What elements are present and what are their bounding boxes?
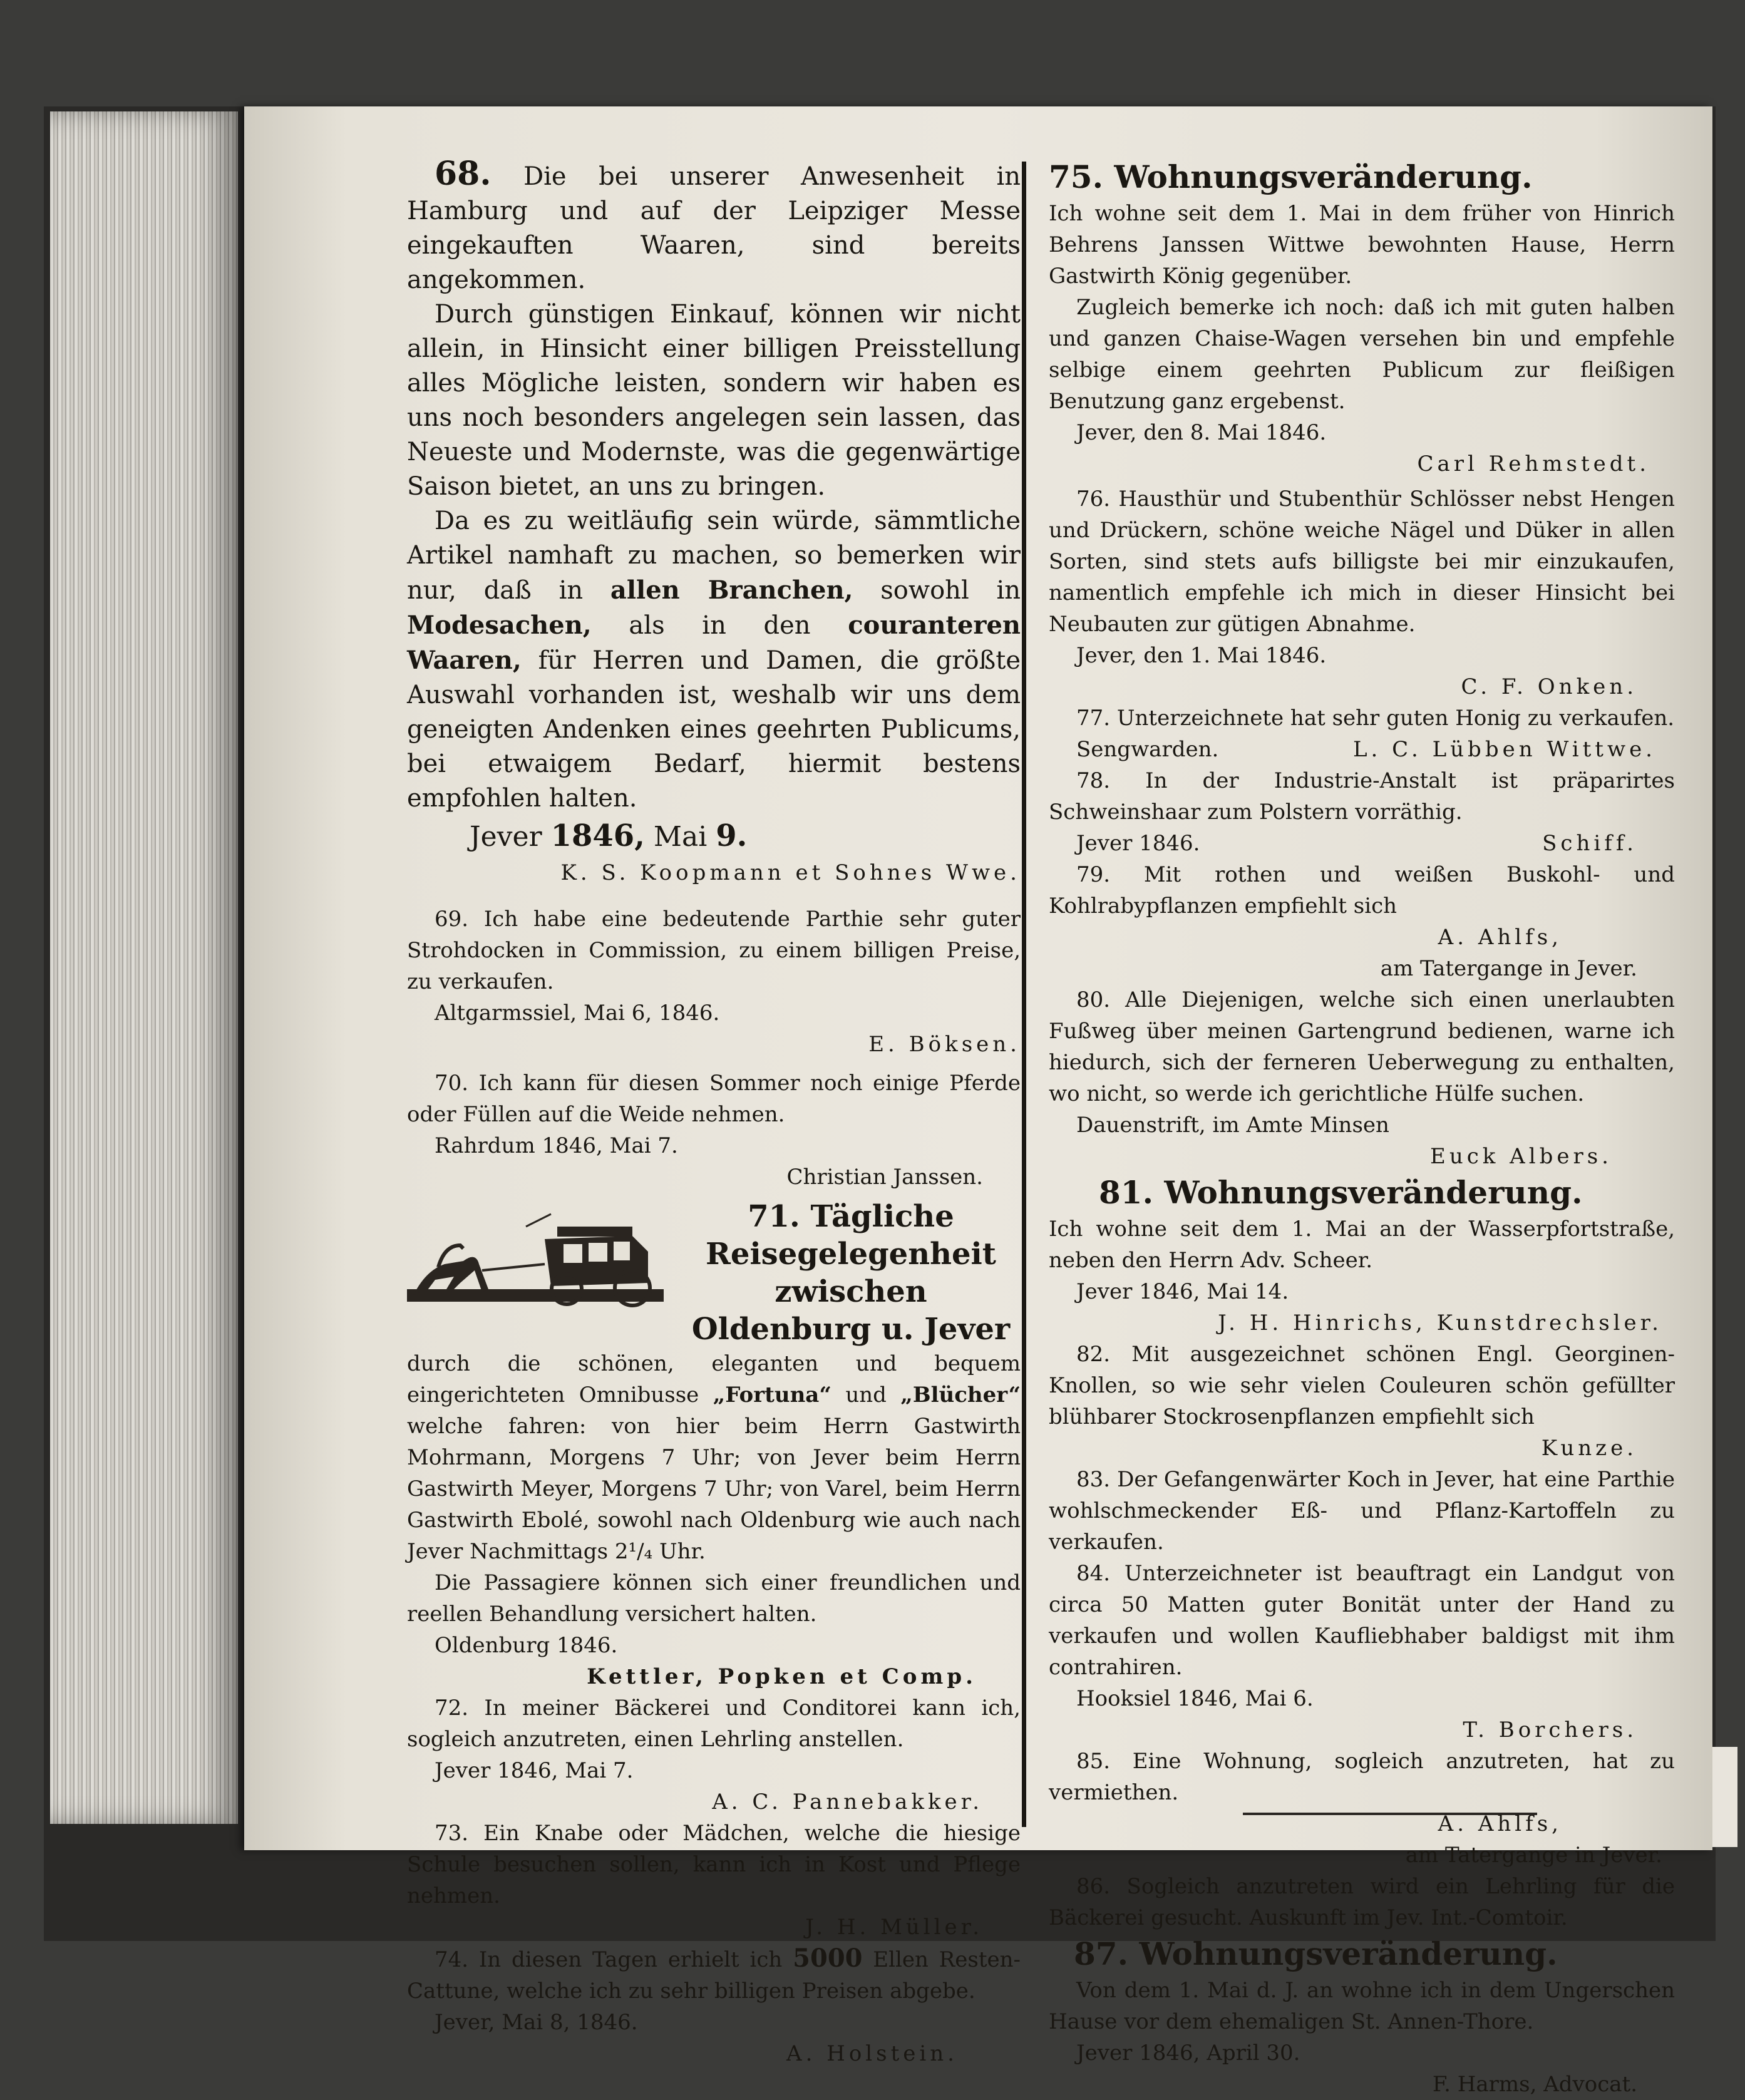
signature: E. Böksen. [868, 1032, 1021, 1057]
stagecoach-woodcut-icon [401, 1202, 670, 1314]
advert-69 [407, 903, 1021, 1060]
signature: J. H. Hinrichs, Kunstdrechsler. [1218, 1310, 1662, 1336]
signature: L. C. Lübben Wittwe. [1352, 737, 1656, 762]
bold-phrase: couranteren Waaren, [407, 610, 1021, 675]
advert-text: 76. Hausthür und Stubenthür Schlösser nebst Hengen und Drückern, schöne weiche Nägel und Düker in allen Sorten, sind stets aufs billigste bei mir einzukaufen, namentlich empfehle ich mich in dieser Hinsicht bei Neubauten zur gütigen Abnahme. [1049, 486, 1675, 637]
quantity: 5000 [793, 1943, 863, 1973]
advert-place: Sengwarden. [1076, 737, 1219, 762]
advert-text: 78. In der Industrie-Anstalt ist präparirtes Schweinshaar zum Polstern vorräthig. [1049, 768, 1675, 825]
advert-text: 83. Der Gefangenwärter Koch in Jever, hat eine Parthie wohlschmeckender Eß- und Pflanz-Kartoffeln zu verkaufen. [1049, 1467, 1675, 1555]
advert-place: Jever, den 1. Mai 1846. [1076, 643, 1327, 668]
signature: K. S. Koopmann et Sohnes Wwe. [560, 860, 1021, 885]
advert-place: Dauenstrift, im Amte Minsen [1076, 1113, 1389, 1138]
signature: A. Holstein. [786, 2041, 958, 2066]
date-year: 1846, [550, 818, 645, 853]
advert-text: für Herren und Damen, die größte Auswahl vorhanden ist, weshalb wir uns dem geneigten Andenken eines geehrten Publicums, bei etwaigem Bedarf, hiermit bestens empfohlen halten. [407, 646, 1021, 813]
advert-place: Jever 1846, April 30. [1076, 2041, 1300, 2066]
advert-date [470, 816, 1021, 857]
date-place: Jever [470, 821, 542, 853]
advert-text: als in den [629, 611, 811, 640]
advert-77 [1049, 703, 1675, 765]
advert-78 [1049, 765, 1675, 859]
advert-text: 69. Ich habe eine bedeutende Parthie sehr guter Strohdocken in Commission, zu einem billigen Preise, zu verkaufen. [407, 907, 1021, 994]
date-month: Mai [653, 821, 708, 853]
advert-place: Jever 1846. [1076, 831, 1200, 856]
advert-82 [1049, 1339, 1675, 1464]
advert-text: 70. Ich kann für diesen Sommer noch einige Pferde oder Füllen auf die Weide nehmen. [407, 1071, 1021, 1127]
advert-number: 68. [435, 155, 492, 193]
signature: A. Ahlfs, [1438, 925, 1562, 950]
signature: Kettler, Popken et Comp. [587, 1664, 977, 1689]
advert-text: 86. Sogleich anzutreten wird ein Lehrling für die Bäckerei gesucht. Auskunft im Jev. Int.-Comtoir. [1049, 1874, 1675, 1930]
signature: T. Borchers. [1463, 1717, 1637, 1742]
signature: C. F. Onken. [1461, 674, 1637, 699]
advert-text: 74. In diesen Tagen erhielt ich [435, 1947, 783, 1972]
advert-place: Altgarmssiel, Mai 6, 1846. [435, 1001, 720, 1026]
advert-75 [1049, 157, 1675, 480]
advert-79 [1049, 859, 1675, 984]
advert-86 [1049, 1871, 1675, 1933]
signature: Carl Rehmstedt. [1417, 451, 1650, 476]
advert-84 [1049, 1558, 1675, 1746]
advert-text: welche fahren: von hier beim Herrn Gastwirth Mohrmann, Morgens 7 Uhr; von Jever beim Herrn Gastwirth Meyer, Morgens 7 Uhr; von Varel, beim Herrn Gastwirth Ebolé, sowohl nach Oldenburg wie auch nach Jever Nachmittags 2¹/₄ Uhr. [407, 1414, 1021, 1564]
advert-73 [407, 1818, 1021, 1943]
advert-87 [1049, 1933, 1675, 2100]
advert-text: 80. Alle Diejenigen, welche sich einen unerlaubten Fußweg über meinen Gartengrund bedienen, warne ich hiedurch, sich der ferneren Ueberwegung zu enthalten, wo nicht, so werde ich gerichtliche Hülfe suchen. [1049, 987, 1675, 1106]
signature: Schiff. [1542, 831, 1637, 856]
advert-headline: 75. Wohnungsveränderung. [1049, 158, 1533, 195]
advert-text: und [845, 1382, 887, 1408]
advert-81 [1049, 1172, 1675, 1339]
advert-text: Durch günstigen Einkauf, können wir nicht allein, in Hinsicht einer billigen Preisstellung alles Mögliche leisten, sondern wir haben es uns noch besonders angelegen sein lassen, das Neueste und Modernste, was die gegenwärtige Saison bietet, an uns zu bringen. [407, 300, 1021, 501]
signature: J. H. Müller. [805, 1915, 983, 1940]
advert-text: 82. Mit ausgezeichnet schönen Engl. Georginen-Knollen, so wie sehr vielen Couleuren schön gefüllter blühbarer Stockrosenpflanzen empfiehlt sich [1049, 1342, 1675, 1429]
advert-text: sowohl in [880, 576, 1021, 605]
advert-76 [1049, 483, 1675, 703]
advert-text: 73. Ein Knabe oder Mädchen, welche die hiesige Schule besuchen sollen, kann ich in Kost und Pflege nehmen. [407, 1821, 1021, 1908]
advert-80 [1049, 984, 1675, 1172]
advert-place: Jever, den 8. Mai 1846. [1076, 420, 1327, 445]
advert-text: Die bei unserer Anwesenheit in Hamburg und auf der Leipziger Messe eingekauften Waaren, sind bereits angekommen. [407, 162, 1021, 294]
bold-phrase: Modesachen, [407, 610, 592, 640]
advert-headline: 71. Tägliche Reisegelegenheit zwischen Oldenburg u. Jever [691, 1199, 1011, 1347]
advert-place: Rahrdum 1846, Mai 7. [435, 1133, 678, 1158]
advert-text: 85. Eine Wohnung, sogleich anzutreten, hat zu vermiethen. [1049, 1749, 1675, 1805]
advert-72 [407, 1692, 1021, 1818]
advert-text: Ich wohne seit dem 1. Mai in dem früher von Hinrich Behrens Janssen Wittwe bewohnten Hause, Herrn Gastwirth König gegenüber. [1049, 201, 1675, 289]
advert-headline: 81. Wohnungsveränderung. [1099, 1174, 1583, 1211]
signature-address: am Tatergange in Jever. [1380, 956, 1637, 981]
advert-83 [1049, 1464, 1675, 1558]
signature: Christian Janssen. [786, 1165, 983, 1190]
advert-70 [407, 1068, 1021, 1193]
signature: Kunze. [1541, 1436, 1637, 1461]
advert-place: Jever 1846, Mai 14. [1076, 1279, 1289, 1304]
advert-text: 79. Mit rothen und weißen Buskohl- und Kohlrabypflanzen empfiehlt sich [1049, 862, 1675, 919]
advert-85 [1049, 1746, 1675, 1871]
left-column [407, 157, 1021, 2069]
advert-text: Zugleich bemerke ich noch: daß ich mit guten halben und ganzen Chaise-Wagen versehen bin und empfehle selbige einem geehrten Publicum zur fleißigen Benutzung ganz ergebenst. [1049, 295, 1675, 414]
advert-text: durch die schönen, eleganten und bequem eingerichteten Omnibusse [407, 1351, 1021, 1408]
advert-text: 84. Unterzeichneter ist beauftragt ein Landgut von circa 50 Matten guter Bonität unter der Hand zu verkaufen und wollen Kaufliebhaber baldigst mit ihm contrahiren. [1049, 1561, 1675, 1680]
advert-place: Oldenburg 1846. [435, 1633, 618, 1658]
coach-name: „Fortuna“ [713, 1382, 831, 1408]
signature: F. Harms, Advocat. [1432, 2072, 1637, 2097]
date-day: 9. [716, 818, 748, 853]
advert-text: Ellen Resten-Cattune, welche ich zu sehr billigen Preisen abgebe. [407, 1947, 1021, 2004]
advert-text: Da es zu weitläufig sein würde, sämmtliche Artikel namhaft zu machen, so bemerken wir nur, daß in [407, 507, 1021, 605]
advert-place: Hooksiel 1846, Mai 6. [1076, 1686, 1314, 1711]
advert-text: 72. In meiner Bäckerei und Conditorei kann ich, sogleich anzutreten, einen Lehrling anstellen. [407, 1696, 1021, 1752]
advert-68 [407, 157, 1021, 888]
coach-name: „Blücher“ [900, 1382, 1021, 1408]
right-column [1049, 157, 1675, 2100]
advert-place: Jever, Mai 8, 1846. [435, 2010, 638, 2035]
page-edges [50, 111, 238, 1824]
advert-74 [407, 1943, 1021, 2069]
advert-place: Jever 1846, Mai 7. [435, 1758, 634, 1783]
page-flap [1712, 1747, 1737, 1847]
advert-71 [407, 1198, 1021, 1692]
advert-text: Von dem 1. Mai d. J. an wohne ich in dem Ungerschen Hause vor dem ehemaligen St. Annen-Thore. [1049, 1978, 1675, 2034]
column-divider [1022, 162, 1026, 1827]
advert-headline: 87. Wohnungsveränderung. [1074, 1935, 1558, 1972]
signature: A. Ahlfs, [1438, 1811, 1562, 1836]
advert-text: Die Passagiere können sich einer freundlichen und reellen Behandlung versichert halten. [407, 1570, 1021, 1627]
signature: A. C. Pannebakker. [712, 1789, 983, 1814]
signature-address: am Tatergange in Jever. [1405, 1843, 1662, 1868]
bold-phrase: allen Branchen, [610, 575, 853, 605]
advert-text: 77. Unterzeichnete hat sehr guten Honig zu verkaufen. [1076, 706, 1675, 731]
advert-text: Ich wohne seit dem 1. Mai an der Wasserpfortstraße, neben den Herrn Adv. Scheer. [1049, 1217, 1675, 1273]
signature: Euck Albers. [1430, 1144, 1612, 1169]
